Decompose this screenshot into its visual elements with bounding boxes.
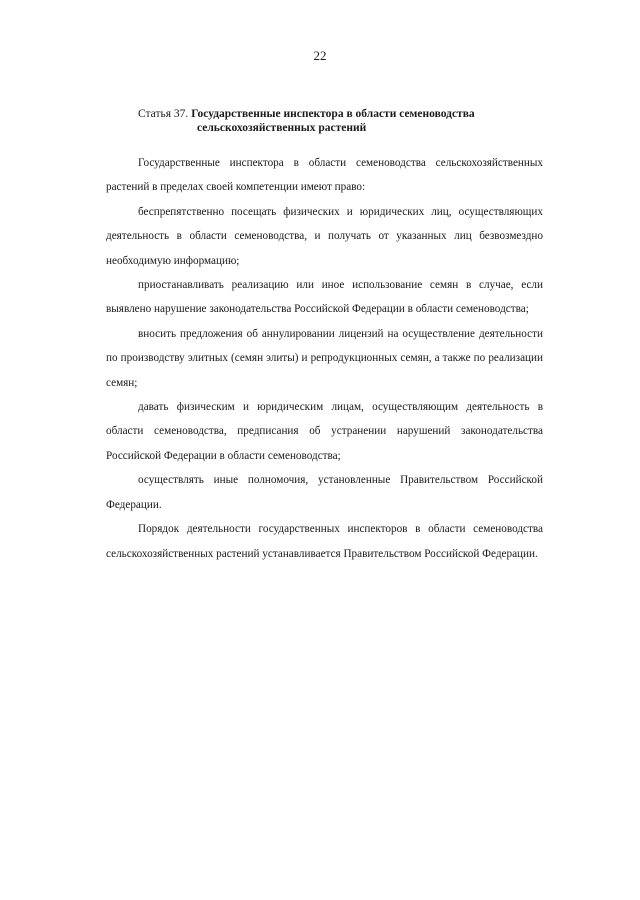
page-number: 22 (313, 48, 327, 63)
paragraph-intro: Государственные инспектора в области семеноводства сельскохозяйственных растений в пределах своей компетенции имеют право: (106, 157, 543, 194)
paragraph-right-license: вносить предложения об аннулировании лицензий на осуществление деятельности по производству элитных (семян элиты) и репродукционных семян, а также по реализации семян; (106, 327, 543, 389)
paragraph-right-suspend: приостанавливать реализацию или иное использование семян в случае, если выявлено нарушение законодательства Российской Федерации в области семеноводства; (106, 279, 543, 316)
paragraph-right-orders: давать физическим и юридическим лицам, осуществляющим деятельность в области семеноводства, предписания об устранении нарушений законодательства Российской Федерации в области семеноводства; (106, 401, 543, 462)
article-label: Статья 37. (138, 108, 189, 120)
article-heading (138, 107, 538, 135)
article-body (106, 151, 543, 566)
article-title-line-2: сельскохозяйственных растений (197, 122, 367, 134)
article-title-line-1: Государственные инспектора в области семеноводства (191, 108, 475, 120)
paragraph-procedure: Порядок деятельности государственных инспекторов в области семеноводства сельскохозяйственных растений устанавливается Правительством Российской Федерации. (106, 523, 543, 560)
paragraph-right-visit: беспрепятственно посещать физических и юридических лиц, осуществляющих деятельность в области семеноводства, и получать от указанных лиц безвозмездно необходимую информацию; (106, 205, 543, 267)
paragraph-right-other: осуществлять иные полномочия, установленные Правительством Российской Федерации. (106, 474, 543, 511)
